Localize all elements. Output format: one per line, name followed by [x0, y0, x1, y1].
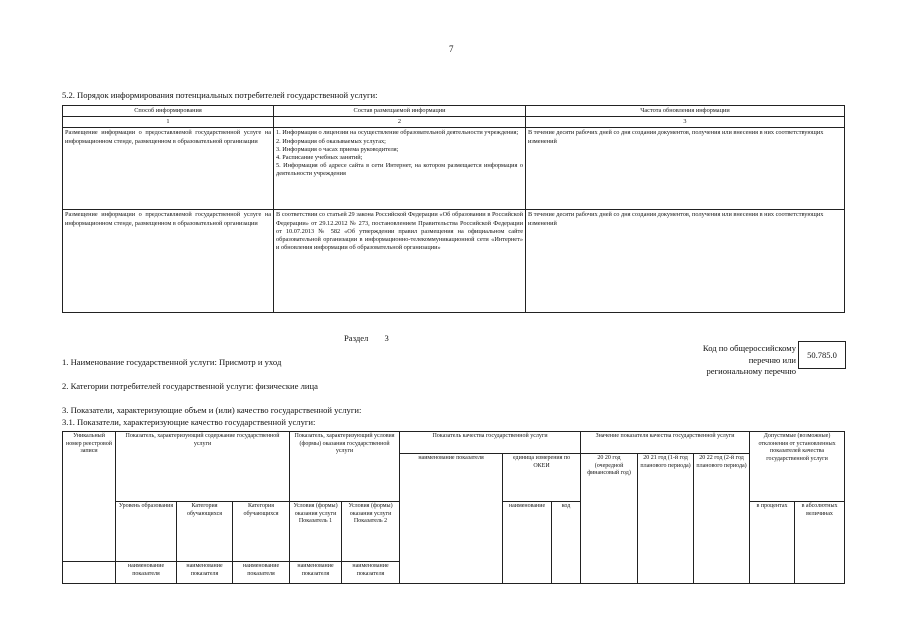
indicator-name-label: наименование показателя	[342, 562, 400, 584]
header-quality-indicator: Показатель качества государственной услуги	[400, 432, 581, 454]
code-label-line: региональному перечню	[706, 366, 796, 377]
informing-table	[62, 105, 845, 313]
method-cell: Размещение информации о предоставляемой государственной услуге на информационном стенде, размещенном в образовательной организации	[63, 128, 274, 210]
content-line: 5. Информация об адресе сайта в сети Интернет, на котором размещается информация о деятельности учреждения	[276, 162, 523, 178]
header-conditions-indicator: Показатель, характеризующий условия (формы) оказания государственной услуги	[290, 432, 400, 502]
code-label	[660, 343, 796, 378]
page-number: 7	[449, 44, 454, 54]
razdel-heading	[344, 333, 389, 343]
frequency-cell: В течение десяти рабочих дней со дня создания документов, получения или внесения в них соответствующих изменений	[526, 210, 845, 313]
header-education-level: Уровень образования	[116, 502, 177, 562]
consumer-categories: 2. Категории потребителей государственной услуги: физические лица	[62, 381, 318, 391]
frequency-cell: В течение десяти рабочих дней со дня создания документов, получения или внесения в них соответствующих изменений	[526, 128, 845, 210]
content-line: 2. Информация об оказываемых услугах;	[276, 137, 386, 145]
header-content-indicator: Показатель, характеризующий содержание государственной услуги	[116, 432, 290, 502]
header-indicator-name: наименование показателя	[400, 454, 503, 584]
razdel-label: Раздел	[344, 333, 369, 343]
code-label-line: перечню или	[748, 354, 796, 365]
header-indicator-value: Значение показателя качества государственной услуги	[581, 432, 750, 454]
header-allowed-deviation: Допустимые (возможные) отклонения от установленных показателей качества государственной услуги	[750, 432, 845, 502]
header-unit-okei: единица измерения по ОКЕИ	[503, 454, 581, 502]
content-line: 1. Информация о лицензии на осуществление образовательной деятельности учреждения;	[276, 129, 519, 137]
indicator-name-label: наименование показателя	[116, 562, 177, 584]
col-header-method: Способ информирования	[63, 106, 274, 117]
header-unique-number: Уникальный номер реестровой записи	[63, 432, 116, 562]
header-student-category-1: Категория обучающихся	[177, 502, 233, 562]
razdel-number: 3	[384, 333, 389, 343]
indicators-heading: 3. Показатели, характеризующие объем и (или) качество государственной услуги:	[62, 405, 362, 415]
header-year-2022: 20 22 год (2-й год планового периода)	[694, 454, 750, 584]
col-number-1: 1	[63, 117, 274, 128]
empty-cell	[63, 562, 116, 584]
method-cell: Размещение информации о предоставляемой государственной услуге на информационном стенде, размещенном в образовательной организации	[63, 210, 274, 313]
header-year-2021: 20 21 год (1-й год планового периода)	[638, 454, 694, 584]
indicator-name-label: наименование показателя	[233, 562, 290, 584]
header-student-category-2: Категория обучающихся	[233, 502, 290, 562]
section-5-2-title: 5.2. Порядок информирования потенциальных потребителей государственной услуги:	[62, 90, 378, 100]
table-row	[63, 210, 845, 313]
col-number-3: 3	[526, 117, 845, 128]
header-condition-1: Условия (формы) оказания услуги Показатель 1	[290, 502, 342, 562]
code-label-line: Код по общероссийскому	[702, 343, 796, 353]
header-unit-code: код	[552, 502, 581, 584]
quality-indicators-table	[62, 431, 845, 584]
content-line: 4. Расписание учебных занятий;	[276, 153, 363, 161]
header-condition-2: Условия (формы) оказания услуги Показатель 2	[342, 502, 400, 562]
col-header-content: Состав размещаемой информации	[274, 106, 526, 117]
registry-code-box: 50.785.0	[798, 341, 846, 369]
indicator-name-label: наименование показателя	[177, 562, 233, 584]
header-percent: в процентах	[750, 502, 795, 584]
col-number-2: 2	[274, 117, 526, 128]
indicator-name-label: наименование показателя	[290, 562, 342, 584]
content-cell	[274, 210, 526, 313]
header-absolute: в абсолютных величинах	[795, 502, 845, 584]
header-unit-name: наименование	[503, 502, 552, 584]
content-line: В соответствии со статьей 29 закона Российской Федерации «Об образовании в Российской Федерации» от 29.12.2012 № 273, постановлением Правительства Российской Федерации от 10.07.2013 № 582 «Об утверждении правил размещения на официальном сайте образовательной организации в информационно-телекоммуникационной сети «Интернет» и обновления информации об образовательной организации»	[276, 211, 523, 252]
col-header-frequency: Частота обновления информации	[526, 106, 845, 117]
content-line: 3. Информация о часах приема руководителя;	[276, 145, 399, 153]
table-row	[63, 128, 845, 210]
service-name: 1. Наименование государственной услуги: Присмотр и уход	[62, 357, 282, 367]
header-year-2020: 20 20 год (очередной финансовый год)	[581, 454, 638, 584]
content-cell	[274, 128, 526, 210]
quality-indicators-heading: 3.1. Показатели, характеризующие качество государственной услуги:	[62, 417, 316, 427]
